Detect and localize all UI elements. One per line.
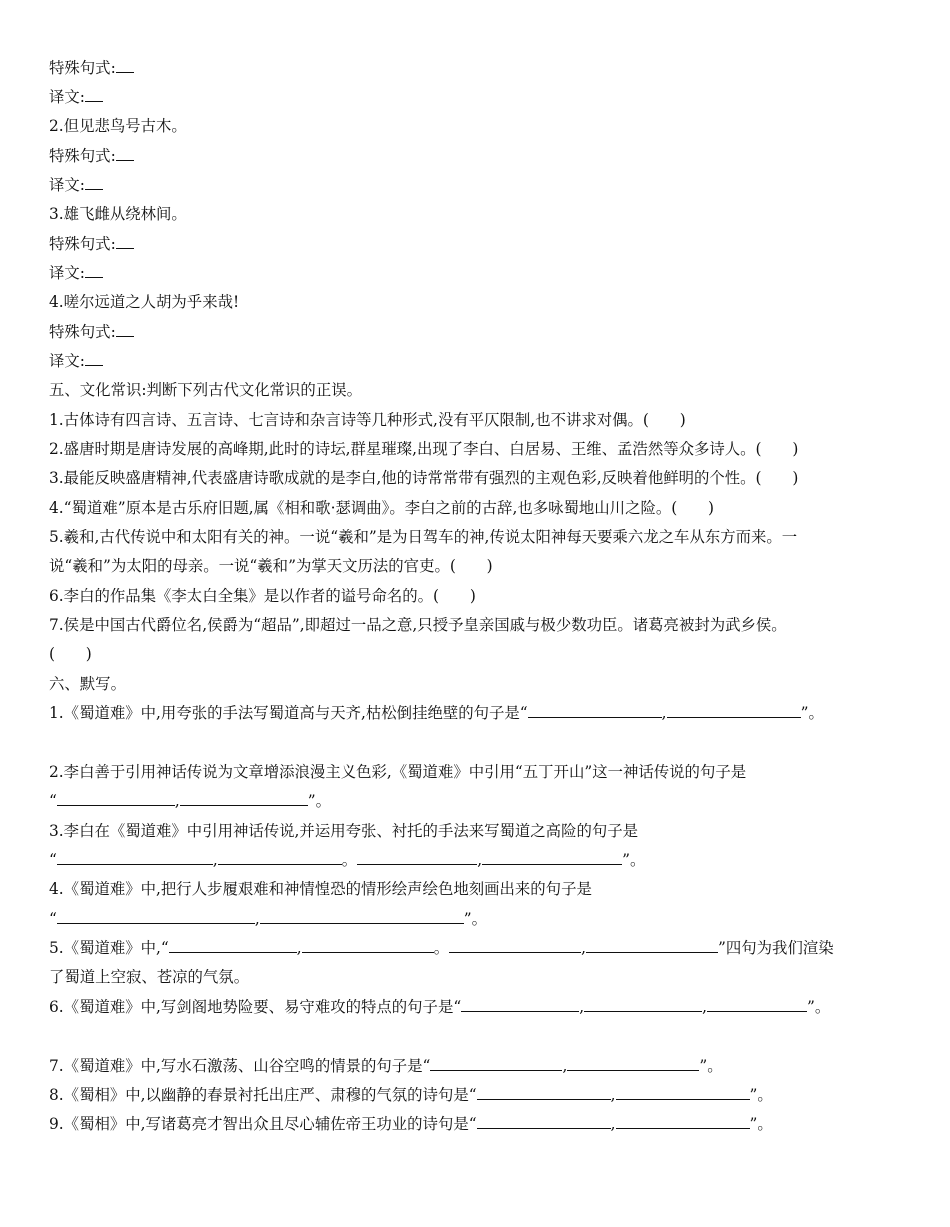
punct: 。 — [433, 939, 450, 957]
answer-blank[interactable] — [169, 937, 297, 953]
answer-blank[interactable] — [584, 996, 702, 1012]
punct: , — [610, 1115, 616, 1133]
answer-blank[interactable] — [218, 849, 342, 865]
answer-blank[interactable] — [667, 702, 801, 718]
special-sentence-label — [49, 145, 134, 167]
punct: , — [174, 792, 180, 810]
judgement-item: 3.最能反映盛唐精神,代表盛唐诗歌成就的是李白,他的诗常常带有强烈的主观色彩,反映着他鲜明的个性。( ) — [49, 469, 799, 487]
judgement-item: 2.盛唐时期是唐诗发展的高峰期,此时的诗坛,群星璀璨,出现了李白、白居易、王维、孟浩然等众多诗人。( ) — [49, 440, 799, 458]
answer-blank[interactable] — [85, 350, 103, 366]
punct: , — [610, 1086, 616, 1104]
text: 特殊句式: — [49, 323, 116, 341]
question-text: 1.《蜀道难》中,用夸张的手法写蜀道高与天齐,枯松倒挂绝壁的句子是“ — [49, 704, 528, 722]
dictation-q1 — [49, 702, 824, 724]
judgement-item: 5.羲和,古代传说中和太阳有关的神。一说“羲和”是为日驾车的神,传说太阳神每天要乘六龙之车从东方而来。一 — [49, 528, 798, 546]
answer-blank[interactable] — [260, 908, 464, 924]
answer-blank[interactable] — [616, 1084, 750, 1100]
judgement-item: 1.古体诗有四言诗、五言诗、七言诗和杂言诗等几种形式,没有平仄限制,也不讲求对偶。( ) — [49, 411, 686, 429]
punct: ”。 — [622, 851, 646, 869]
dictation-q3: 3.李白在《蜀道难》中引用神话传说,并运用夸张、衬托的手法来写蜀道之高险的句子是 — [49, 822, 639, 840]
special-sentence-label — [49, 321, 134, 343]
sentence-item: 4.嗟尔远道之人胡为乎来哉! — [49, 293, 240, 311]
answer-blank[interactable] — [586, 937, 718, 953]
answer-blank[interactable] — [116, 233, 134, 249]
punct: , — [579, 998, 585, 1016]
punct: ”。 — [800, 704, 824, 722]
answer-blank[interactable] — [430, 1055, 562, 1071]
judgement-item: 6.李白的作品集《李太白全集》是以作者的谥号命名的。( ) — [49, 587, 476, 605]
question-text: 8.《蜀相》中,以幽静的春景衬托出庄严、肃穆的气氛的诗句是“ — [49, 1086, 477, 1104]
answer-blank[interactable] — [180, 790, 308, 806]
answer-blank[interactable] — [57, 849, 213, 865]
dictation-q3-blanks — [49, 849, 645, 871]
text: 特殊句式: — [49, 59, 116, 77]
dictation-q7 — [49, 1055, 723, 1077]
answer-blank[interactable] — [85, 174, 103, 190]
punct: ”。 — [463, 910, 488, 928]
translation-label — [49, 350, 103, 372]
punct: ”。 — [307, 792, 332, 810]
answer-blank[interactable] — [477, 1084, 611, 1100]
dictation-q5 — [49, 937, 834, 959]
answer-blank[interactable] — [461, 996, 579, 1012]
punct: , — [296, 939, 302, 957]
text: 译文: — [49, 352, 85, 370]
punct: ”。 — [749, 1086, 773, 1104]
translation-label — [49, 86, 103, 108]
punct: , — [702, 998, 708, 1016]
punct: “ — [49, 792, 57, 810]
punct: “ — [49, 851, 57, 869]
sentence-item: 2.但见悲鸟号古木。 — [49, 117, 187, 135]
text: 译文: — [49, 264, 85, 282]
question-text: 5.《蜀道难》中,“ — [49, 939, 169, 957]
question-text: ”四句为我们渲染 — [718, 939, 834, 957]
judgement-item-cont: 说“羲和”为太阳的母亲。一说“羲和”为掌天文历法的官吏。( ) — [49, 557, 493, 575]
dictation-q4-blanks — [49, 908, 487, 930]
punct: “ — [49, 910, 57, 928]
judgement-item: 4.“蜀道难”原本是古乐府旧题,属《相和歌·瑟调曲》。李白之前的古辞,也多咏蜀地山川之险。( ) — [49, 499, 715, 517]
punct: , — [212, 851, 218, 869]
punct: , — [562, 1057, 568, 1075]
dictation-q4: 4.《蜀道难》中,把行人步履艰难和神情惶恐的情形绘声绘色地刻画出来的句子是 — [49, 880, 592, 898]
translation-label — [49, 262, 103, 284]
judgement-item-cont: ( ) — [49, 645, 92, 663]
punct: , — [254, 910, 260, 928]
answer-blank[interactable] — [707, 996, 807, 1012]
text: 译文: — [49, 88, 85, 106]
punct: , — [477, 851, 483, 869]
question-text: 7.《蜀道难》中,写水石激荡、山谷空鸣的情景的句子是“ — [49, 1057, 431, 1075]
dictation-q9 — [49, 1113, 773, 1135]
question-text: 6.《蜀道难》中,写剑阁地势险要、易守难攻的特点的句子是“ — [49, 998, 462, 1016]
question-text: 9.《蜀相》中,写诸葛亮才智出众且尽心辅佐帝王功业的诗句是“ — [49, 1115, 477, 1133]
answer-blank[interactable] — [567, 1055, 699, 1071]
dictation-q2: 2.李白善于引用神话传说为文章增添浪漫主义色彩,《蜀道难》中引用“五丁开山”这一神话传说的句子是 — [49, 763, 747, 781]
answer-blank[interactable] — [477, 1113, 611, 1129]
punct: , — [581, 939, 587, 957]
answer-blank[interactable] — [116, 57, 134, 73]
answer-blank[interactable] — [616, 1113, 750, 1129]
special-sentence-label — [49, 57, 134, 79]
answer-blank[interactable] — [85, 86, 103, 102]
answer-blank[interactable] — [116, 145, 134, 161]
dictation-q8 — [49, 1084, 773, 1106]
punct: ”。 — [749, 1115, 773, 1133]
translation-label — [49, 174, 103, 196]
dictation-q2-blanks — [49, 790, 331, 812]
answer-blank[interactable] — [528, 702, 662, 718]
text: 特殊句式: — [49, 235, 116, 253]
text: 特殊句式: — [49, 147, 116, 165]
judgement-item: 7.侯是中国古代爵位名,侯爵为“超品”,即超过一品之意,只授予皇亲国戚与极少数功臣。诸葛亮被封为武乡侯。 — [49, 616, 787, 634]
text: 译文: — [49, 176, 85, 194]
answer-blank[interactable] — [302, 937, 434, 953]
sentence-item: 3.雄飞雌从绕林间。 — [49, 205, 187, 223]
answer-blank[interactable] — [482, 849, 622, 865]
punct: , — [661, 704, 667, 722]
answer-blank[interactable] — [85, 262, 103, 278]
punct: ”。 — [807, 998, 831, 1016]
punct: ”。 — [699, 1057, 723, 1075]
dictation-q6 — [49, 996, 830, 1018]
answer-blank[interactable] — [449, 937, 581, 953]
answer-blank[interactable] — [57, 790, 175, 806]
punct: 。 — [341, 851, 358, 869]
dictation-q5-cont: 了蜀道上空寂、苍凉的气氛。 — [49, 968, 250, 986]
answer-blank[interactable] — [357, 849, 477, 865]
section-heading: 五、文化常识:判断下列古代文化常识的正误。 — [49, 381, 362, 399]
section-heading: 六、默写。 — [49, 675, 126, 693]
answer-blank[interactable] — [57, 908, 255, 924]
special-sentence-label — [49, 233, 134, 255]
answer-blank[interactable] — [116, 321, 134, 337]
